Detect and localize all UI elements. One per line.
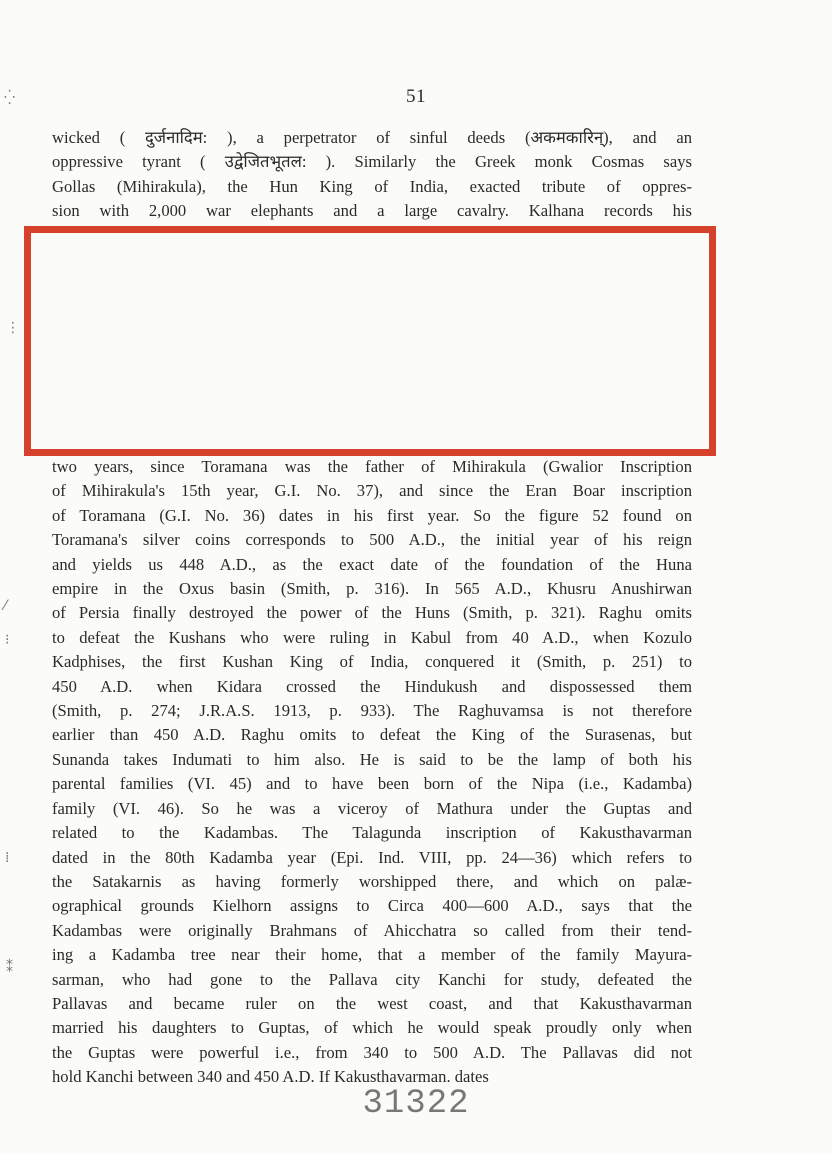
scan-speck-icon: ⁄ [4, 598, 7, 614]
text-line: earlier than 450 A.D. Raghu omits to defeat the King of the Surasenas, but [52, 725, 692, 745]
text-line: sion with 2,000 war elephants and a large cavalry. Kalhana records his [52, 201, 692, 221]
text-line: oppressive tyrant ( उद्वेजितभूतल: ). Similarly the Greek monk Cosmas says [52, 152, 692, 172]
scan-speck-icon: ⁞ [5, 850, 10, 866]
text-line: ing a Kadamba tree near their home, that a member of the family Mayura- [52, 945, 692, 965]
scan-speck-icon: ⁛ [4, 90, 16, 106]
text-line: Kadphises, the first Kushan King of India, conquered it (Smith, p. 251) to [52, 652, 692, 672]
text-line: family (VI. 46). So he was a viceroy of Mathura under the Guptas and [52, 798, 692, 818]
text-line: Kadambas were originally Brahmans of Ahicchatra so called from their tend- [52, 920, 692, 940]
highlight-box [24, 226, 716, 456]
scan-speck-icon: ⁑ [6, 960, 13, 976]
text-line: the Satakarnis as having formerly worshipped there, and which on palæ- [52, 871, 692, 891]
text-line: of Mihirakula's 15th year, G.I. No. 37), and since the Eran Boar inscription [52, 481, 692, 501]
top-paragraph [52, 126, 692, 224]
text-line: hold Kanchi between 340 and 450 A.D. If Kakusthavarman. dates [52, 1067, 489, 1087]
text-line: and yields us 448 A.D., as the exact date of the foundation of the Huna [52, 554, 692, 574]
text-line: Toramana's silver coins corresponds to 500 A.D., the initial year of his reign [52, 530, 692, 550]
scan-speck-icon: ⋮ [6, 320, 20, 336]
text-line: dated in the 80th Kadamba year (Epi. Ind. VIII, pp. 24—36) which refers to [52, 847, 692, 867]
text-line: wicked ( दुर्जनादिम: ), a perpetrator of sinful deeds (अकमकारिन्), and an [52, 128, 692, 147]
accession-stamp: 31322 [362, 1085, 470, 1123]
text-line: empire in the Oxus basin (Smith, p. 316). In 565 A.D., Khusru Anushirwan [52, 579, 692, 599]
text-line: the Guptas were powerful i.e., from 340 to 500 A.D. The Pallavas did not [52, 1042, 692, 1062]
text-line: Gollas (Mihirakula), the Hun King of India, exacted tribute of oppres- [52, 176, 692, 196]
text-line: related to the Kadambas. The Talagunda inscription of Kakusthavarman [52, 823, 692, 843]
page-number: 51 [406, 86, 426, 107]
text-line: Sunanda takes Indumati to him also. He is said to be the lamp of both his [52, 749, 692, 769]
text-line: (Smith, p. 274; J.R.A.S. 1913, p. 933). The Raghuvamsa is not therefore [52, 701, 692, 721]
text-line: of Persia finally destroyed the power of the Huns (Smith, p. 321). Raghu omits [52, 603, 692, 623]
text-line: ographical grounds Kielhorn assigns to Circa 400—600 A.D., says that the [52, 896, 692, 916]
text-line: two years, since Toramana was the father of Mihirakula (Gwalior Inscription [52, 457, 692, 476]
text-line: 450 A.D. when Kidara crossed the Hindukush and dispossessed them [52, 676, 692, 696]
text-line: sarman, who had gone to the Pallava city Kanchi for study, defeated the [52, 969, 692, 989]
main-paragraph [52, 455, 692, 1090]
scan-speck-icon: ⁝ [5, 632, 10, 648]
text-line: to defeat the Kushans who were ruling in Kabul from 40 A.D., when Kozulo [52, 627, 692, 647]
text-line: of Toramana (G.I. No. 36) dates in his first year. So the figure 52 found on [52, 505, 692, 525]
text-line: Pallavas and became ruler on the west coast, and that Kakusthavarman [52, 993, 692, 1013]
text-line: married his daughters to Guptas, of which he would speak proudly only when [52, 1018, 692, 1038]
text-line: parental families (VI. 45) and to have been born of the Nipa (i.e., Kadamba) [52, 774, 692, 794]
